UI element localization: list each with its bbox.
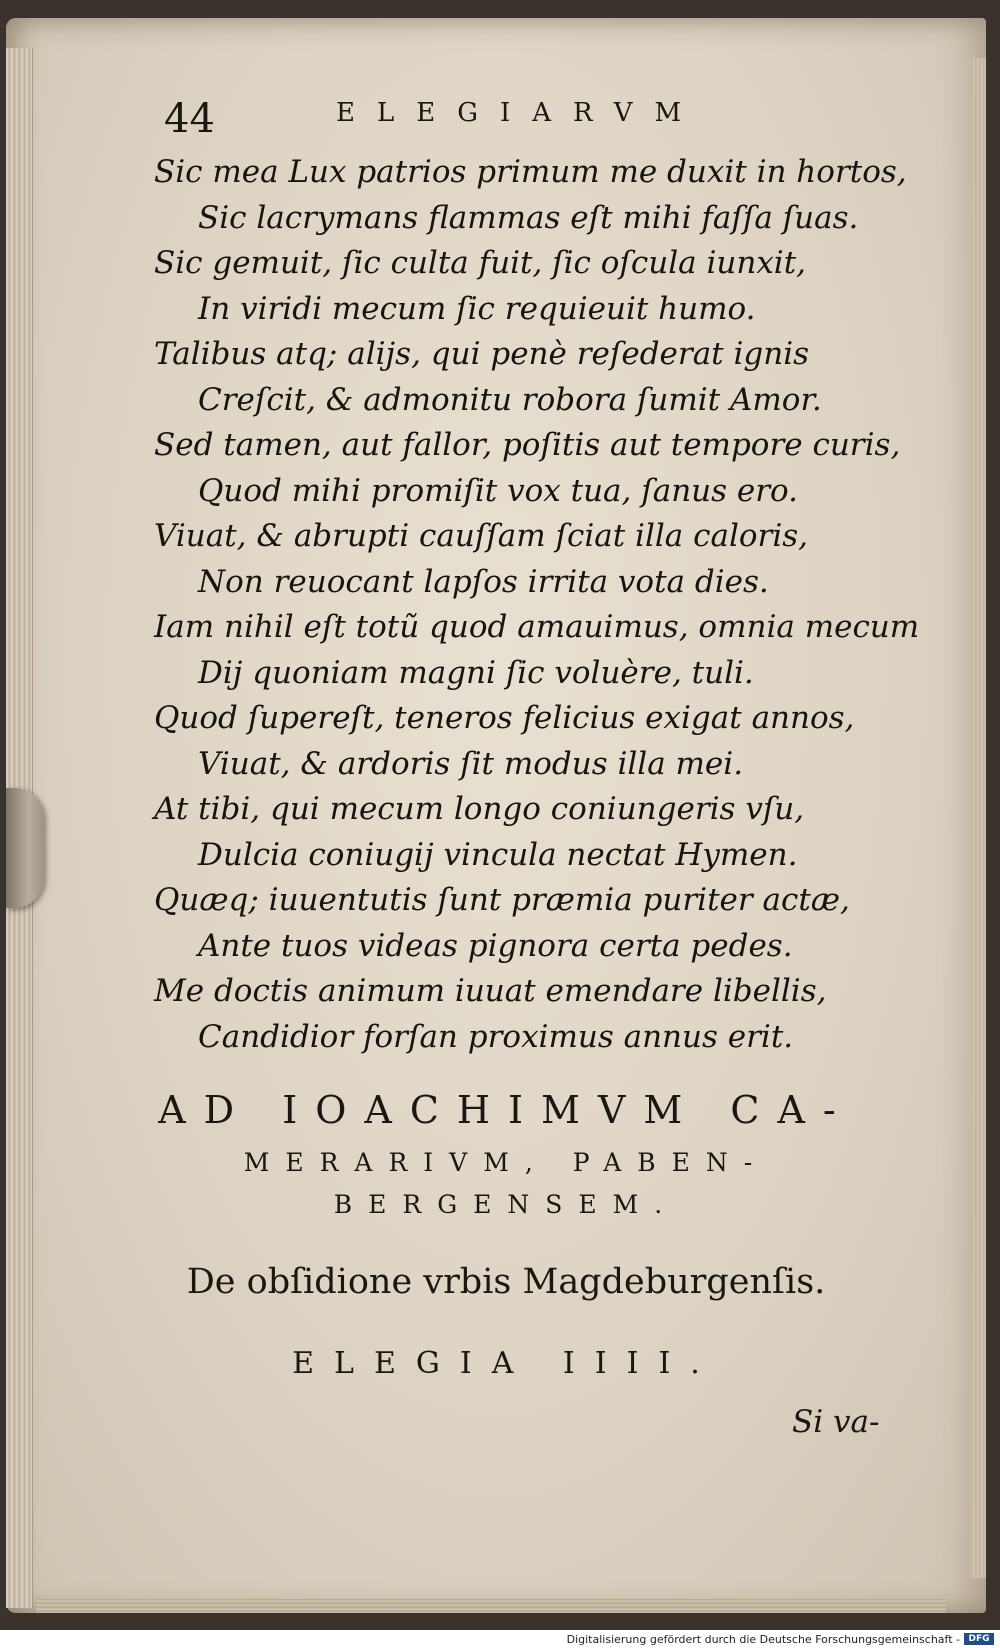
poem-line: Dulcia coniugij vincula nectat Hymen. [198,836,798,873]
footer-credit: Digitalisierung gefördert durch die Deutsche Forschungsgemeinschaft - [566,1633,960,1646]
poem-line: Me doctis animum iuuat emendare libellis, [154,973,827,1009]
running-head: ELEGIARVM [336,98,704,128]
poem-line: Talibus atq; aliјs, qui penè reſederat ignis [154,336,810,372]
poem-line: Non reuocant lapſos irrita vota dies. [198,563,769,600]
poem-line: Iam nihil eſt totũ quod amauimus, omnia mecum [154,609,920,645]
poem-line: Quod mihi promiſit vox tua, ſanus ero. [198,472,799,509]
poem-line: Candidior forſan proximus annus erit. [198,1018,794,1055]
catchword: Si va- [792,1404,880,1440]
heading-line-3: BERGENSEM. [333,1190,679,1219]
book-clasp [6,788,44,908]
page-number: 44 [164,96,215,142]
poem-line: Ante tuos videas pignora certa pedes. [198,927,793,964]
poem-line: Dij quoniam magni ſic voluère, tuli. [198,654,754,691]
poem-line: Quæq; iuuentutis ſunt præmia puriter actæ, [154,882,850,918]
poem-text [154,150,920,1060]
page-edge-bottom [36,1599,946,1613]
heading-line-1: AD IOACHIMVM CA- [158,1088,854,1132]
poem-line: Sic mea Lux patrios primum me duxit in hortos, [154,154,907,190]
section-subtitle: De obſidione vrbis Magdeburgenſis. [186,1262,826,1302]
poem-line: Sic gemuit, ſic culta fuit, ſic oſcula iunxit, [154,245,807,281]
poem-line: Creſcit, & admonitu robora ſumit Amor. [198,381,822,418]
poem-line: Viuat, & abrupti cauſſam ſciat illa caloris, [154,518,809,554]
poem-line: Viuat, & ardoris ſit modus illa mei. [198,745,744,782]
poem-line: Quod ſupereſt, teneros felicius exigat annos, [154,700,855,736]
page-edge-right [970,58,986,1578]
poem-line: In viridi mecum ſic requieuit humo. [198,290,756,327]
footer-bar [0,1630,1000,1648]
elegy-number: ELEGIA IIII. [292,1346,720,1381]
heading-line-2: MERARIVM, PABEN- [243,1148,769,1177]
book-page [6,18,986,1613]
poem-line: Sed tamen, aut fallor, poſitis aut tempore curis, [154,427,901,463]
poem-line: Sic lacrymans flammas eſt mihi faſſa ſuas. [198,199,859,236]
poem-line: At tibi, qui mecum longo coniungeris vſu, [154,791,805,827]
dfg-logo-icon: DFG [964,1633,994,1645]
